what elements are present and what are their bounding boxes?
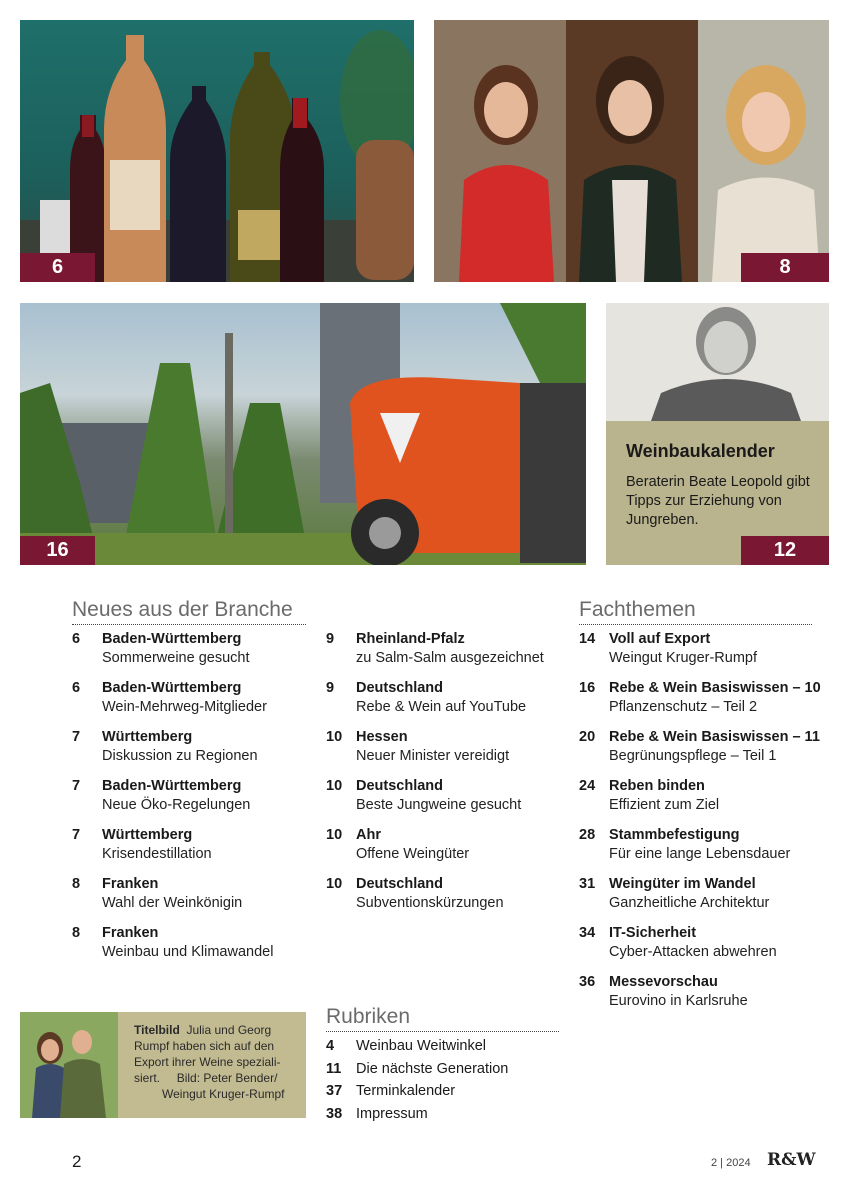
toc-heading: IT-Sicherheit bbox=[609, 925, 697, 941]
toc-page-number: 4 bbox=[326, 1038, 335, 1054]
calendar-page-number: 12 bbox=[741, 536, 829, 565]
toc-subtitle: Terminkalender bbox=[356, 1083, 456, 1099]
toc-page-number: 10 bbox=[326, 876, 343, 892]
toc-heading: Baden-Württemberg bbox=[102, 778, 242, 794]
toc-subtitle: Eurovino in Karlsruhe bbox=[609, 993, 748, 1009]
toc-subtitle: Effizient zum Ziel bbox=[609, 797, 720, 813]
toc-heading: Messevorschau bbox=[609, 974, 718, 990]
rw-logo: R&W bbox=[767, 1150, 816, 1170]
cover-line3: Export ihrer Weine speziali- bbox=[134, 1055, 281, 1069]
toc-subtitle: Offene Weingüter bbox=[356, 846, 470, 862]
toc-page-number: 20 bbox=[579, 729, 596, 745]
wine-queens-illustration bbox=[434, 20, 829, 282]
calendar-text: Beraterin Beate Leopold gibt Tipps zur Erziehung von Jungreben. bbox=[626, 474, 810, 528]
toc-subtitle: Für eine lange Lebensdauer bbox=[609, 846, 791, 862]
toc-heading: Rebe & Wein Basiswissen – 11 bbox=[609, 729, 820, 745]
cover-line5: Weingut Kruger-Rumpf bbox=[162, 1087, 285, 1101]
calendar-portrait bbox=[606, 303, 829, 421]
cover-credit: Bild: Peter Bender/ bbox=[176, 1071, 278, 1085]
toc-subtitle: Weinbau Weitwinkel bbox=[356, 1038, 487, 1054]
toc-heading: Reben binden bbox=[609, 778, 705, 794]
toc-heading: Rheinland-Pfalz bbox=[356, 631, 465, 647]
rubriken-section-title: Rubriken bbox=[326, 1004, 559, 1032]
toc-heading: Rebe & Wein Basiswissen – 10 bbox=[609, 680, 821, 696]
toc-page-number: 10 bbox=[326, 778, 343, 794]
cover-label: Titelbild bbox=[134, 1023, 180, 1037]
toc-page-number: 38 bbox=[326, 1105, 343, 1122]
toc-page-number: 36 bbox=[579, 974, 596, 990]
toc-heading: Weingüter im Wandel bbox=[609, 876, 756, 892]
fach-section-title: Fachthemen bbox=[579, 597, 812, 625]
toc-subtitle: zu Salm-Salm ausgezeichnet bbox=[356, 650, 544, 666]
cover-caption bbox=[134, 1022, 302, 1102]
wine-bottles-illustration bbox=[20, 20, 414, 282]
wine-bottles-page-number: 6 bbox=[20, 253, 95, 282]
toc-heading: Württemberg bbox=[102, 729, 193, 745]
vineyard-photo[interactable] bbox=[20, 303, 586, 565]
toc-page-number: 34 bbox=[579, 925, 596, 941]
cover-line2: Rumpf haben sich auf den bbox=[134, 1039, 275, 1053]
toc-subtitle: Ganzheitliche Architektur bbox=[609, 895, 770, 911]
toc-subtitle: Weinbau und Klimawandel bbox=[102, 944, 274, 960]
wine-queens-photo[interactable] bbox=[434, 20, 829, 282]
toc-page-number: 7 bbox=[72, 778, 81, 794]
toc-page-number: 6 bbox=[72, 631, 81, 647]
toc-heading: Baden-Württemberg bbox=[102, 680, 242, 696]
toc-subtitle: Krisendestillation bbox=[102, 846, 212, 862]
toc-page-number: 9 bbox=[326, 680, 335, 696]
toc-heading: Franken bbox=[102, 925, 159, 941]
toc-heading: Franken bbox=[102, 876, 159, 892]
toc-subtitle: Neuer Minister vereidigt bbox=[356, 748, 510, 764]
toc-page-number: 31 bbox=[579, 876, 596, 892]
toc-subtitle: Begrünungspflege – Teil 1 bbox=[609, 748, 777, 764]
calendar-feature[interactable] bbox=[606, 303, 829, 565]
cover-box[interactable] bbox=[20, 1012, 306, 1118]
calendar-title: Weinbaukalender bbox=[626, 441, 775, 461]
toc-page-number: 10 bbox=[326, 827, 343, 843]
news-section-title: Neues aus der Branche bbox=[72, 597, 306, 625]
cover-photo bbox=[20, 1012, 118, 1118]
portrait-illustration bbox=[606, 303, 829, 421]
toc-heading: Stammbefestigung bbox=[609, 827, 740, 843]
toc-heading: Voll auf Export bbox=[609, 631, 711, 647]
wine-bottles-photo[interactable] bbox=[20, 20, 414, 282]
issue-label: 2 | 2024 bbox=[711, 1157, 751, 1169]
toc-heading: Baden-Württemberg bbox=[102, 631, 242, 647]
toc-page-number: 16 bbox=[579, 680, 596, 696]
vineyard-page-number: 16 bbox=[20, 536, 95, 565]
toc-subtitle: Beste Jungweine gesucht bbox=[356, 797, 522, 813]
toc-subtitle: Impressum bbox=[356, 1105, 428, 1122]
toc-page-number: 8 bbox=[72, 925, 81, 941]
toc-heading: Deutschland bbox=[356, 778, 444, 794]
toc-subtitle: Wein-Mehrweg-Mitglieder bbox=[102, 699, 267, 715]
cover-line1: Julia und Georg bbox=[186, 1023, 272, 1037]
toc-heading: Deutschland bbox=[356, 876, 444, 892]
toc-page-number: 37 bbox=[326, 1083, 343, 1099]
wine-queens-page-number: 8 bbox=[741, 253, 829, 282]
toc-page-number: 28 bbox=[579, 827, 596, 843]
toc-subtitle: Subventionskürzungen bbox=[356, 895, 504, 911]
toc-page-number: 9 bbox=[326, 631, 335, 647]
toc-page-number: 6 bbox=[72, 680, 81, 696]
toc-subtitle: Die nächste Generation bbox=[356, 1060, 509, 1077]
toc-page-number: 8 bbox=[72, 876, 81, 892]
toc-page-number: 14 bbox=[579, 631, 596, 647]
toc-heading: Deutschland bbox=[356, 680, 444, 696]
toc-subtitle: Wahl der Weinkönigin bbox=[102, 895, 243, 911]
toc-page-number: 7 bbox=[72, 827, 81, 843]
vineyard-illustration bbox=[20, 303, 586, 565]
toc-heading: Hessen bbox=[356, 729, 408, 745]
toc-subtitle: Neue Öko-Regelungen bbox=[102, 797, 251, 813]
toc-subtitle: Weingut Kruger-Rumpf bbox=[609, 650, 758, 666]
toc-heading: Ahr bbox=[356, 827, 381, 843]
toc-subtitle: Pflanzenschutz – Teil 2 bbox=[609, 699, 758, 715]
toc-page-number: 11 bbox=[326, 1060, 342, 1077]
toc-subtitle: Rebe & Wein auf YouTube bbox=[356, 699, 527, 715]
toc-subtitle: Sommerweine gesucht bbox=[102, 650, 250, 666]
toc-subtitle: Cyber-Attacken abwehren bbox=[609, 944, 777, 960]
toc-page-number: 24 bbox=[579, 778, 596, 794]
toc-subtitle: Diskussion zu Regionen bbox=[102, 748, 258, 764]
toc-heading: Württemberg bbox=[102, 827, 193, 843]
toc-page-number: 10 bbox=[326, 729, 343, 745]
toc-page-number: 7 bbox=[72, 729, 81, 745]
cover-line4: siert. bbox=[134, 1071, 161, 1085]
page-number: 2 bbox=[72, 1152, 82, 1171]
